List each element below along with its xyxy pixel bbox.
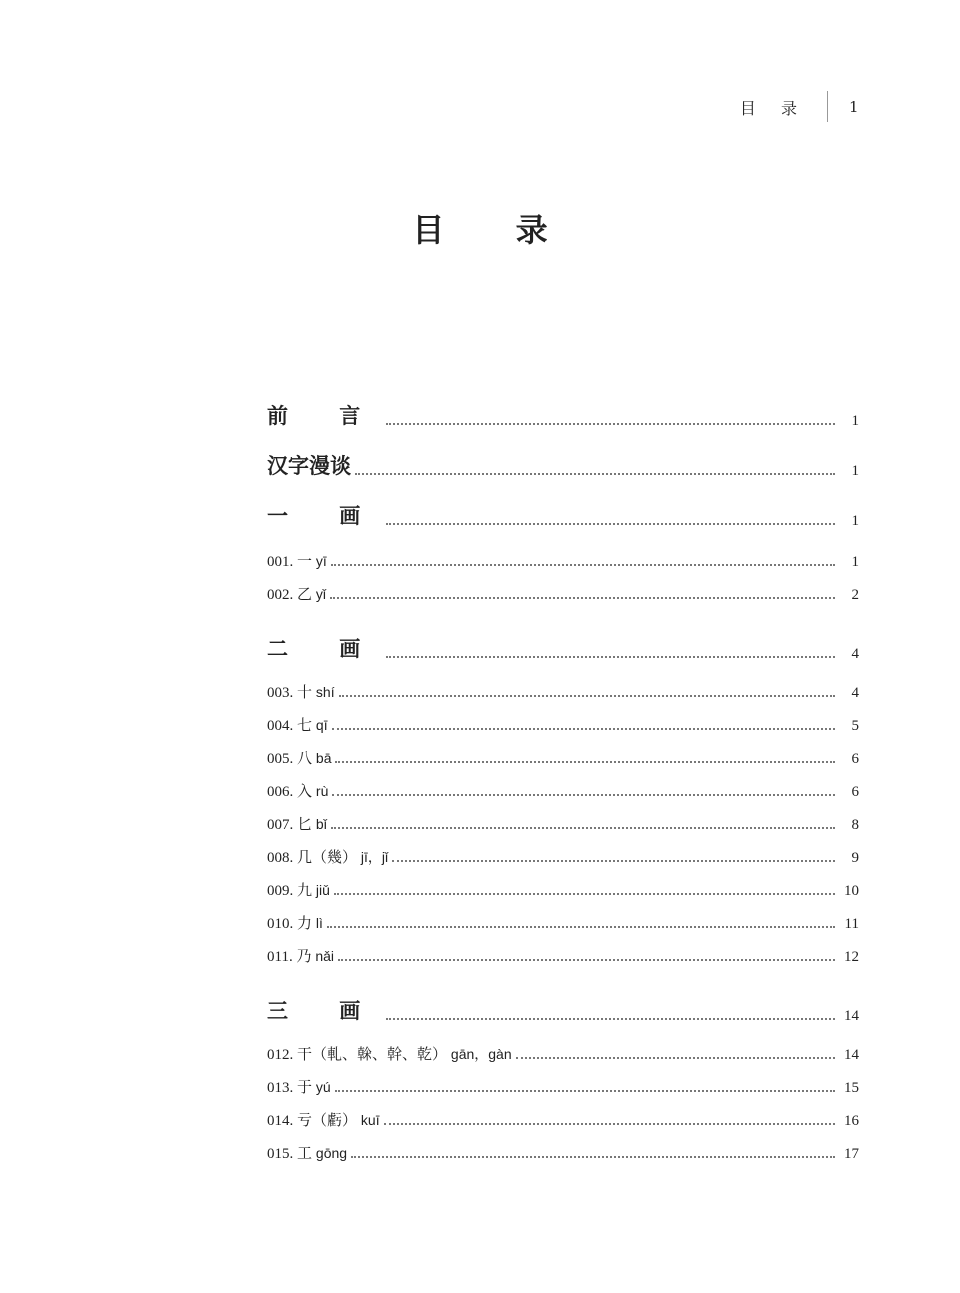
toc-item[interactable]: [267, 879, 859, 900]
toc-page-number: 14: [844, 1008, 859, 1024]
toc-page-number: 17: [844, 1146, 859, 1162]
toc-item-number: 015.: [267, 1146, 294, 1162]
running-header: [0, 94, 960, 126]
toc-item-label: [267, 1076, 331, 1097]
toc-item[interactable]: [267, 1109, 859, 1130]
toc-item-pinyin: qī: [312, 717, 328, 733]
toc-page-number: 1: [851, 463, 859, 479]
toc-item-pinyin: jiǔ: [312, 882, 330, 898]
leader-dots: [386, 655, 835, 658]
toc-item-number: 010.: [267, 916, 294, 932]
toc-item-number: 006.: [267, 784, 294, 800]
toc-item-number: 003.: [267, 685, 294, 701]
toc-item-number: 001.: [267, 554, 294, 570]
toc-page-number: 6: [851, 784, 859, 800]
toc-item-number: 013.: [267, 1080, 294, 1096]
toc-item[interactable]: [267, 846, 859, 867]
toc-item-number: 008.: [267, 850, 294, 866]
toc-item-pinyin: gān，gàn: [447, 1046, 512, 1062]
page-title: 目 录: [412, 211, 578, 249]
leader-dots: [331, 563, 835, 566]
toc-page-number: 14: [844, 1047, 859, 1063]
toc-item-label: [267, 747, 331, 768]
toc-item-pinyin: yú: [312, 1079, 331, 1095]
toc-item-pinyin: jī，jǐ: [357, 849, 389, 865]
toc-page-number: 12: [844, 949, 859, 965]
leader-dots: [330, 596, 835, 599]
toc-item[interactable]: [267, 780, 859, 801]
toc-item-character: 工: [293, 1146, 313, 1162]
toc-item-label: [267, 780, 328, 801]
toc-item-number: 014.: [267, 1113, 294, 1129]
toc-page-number: 2: [851, 587, 859, 603]
toc-item-label: [267, 550, 327, 571]
leader-dots: [355, 472, 835, 475]
toc-item[interactable]: [267, 583, 859, 604]
toc-item[interactable]: [267, 1076, 859, 1097]
toc-item-pinyin: bā: [312, 750, 332, 766]
toc-item[interactable]: [267, 813, 859, 834]
toc-item-character: 一: [293, 554, 313, 570]
toc-item-character: 匕: [293, 817, 313, 833]
toc-item-number: 011.: [267, 949, 293, 965]
toc-item-pinyin: lì: [312, 915, 323, 931]
leader-dots: [335, 760, 835, 763]
leader-dots: [331, 826, 835, 829]
toc-item-label: [267, 912, 323, 933]
toc-item-pinyin: bǐ: [312, 816, 327, 832]
toc-item-label: [267, 1109, 380, 1130]
leader-dots: [384, 1122, 835, 1125]
toc-page-number: 16: [844, 1113, 859, 1129]
toc-page-number: 15: [844, 1080, 859, 1096]
toc-page-number: 4: [851, 646, 859, 662]
toc-item-label: [267, 1043, 512, 1064]
toc-item[interactable]: [267, 550, 859, 571]
toc-section[interactable]: [267, 450, 859, 480]
toc-item-number: 005.: [267, 751, 294, 767]
toc-item-label: [267, 681, 335, 702]
toc-item-character: 于: [293, 1080, 313, 1096]
leader-dots: [386, 522, 835, 525]
toc-section-title: 前 言: [267, 403, 383, 428]
leader-dots: [339, 694, 835, 697]
toc-item-label: [267, 945, 334, 966]
toc-item-number: 004.: [267, 718, 294, 734]
toc-item-number: 007.: [267, 817, 294, 833]
toc-section-title: 三 画: [267, 998, 383, 1023]
header-divider: [827, 91, 828, 122]
leader-dots: [332, 727, 835, 730]
toc-item-character: 入: [293, 784, 313, 800]
toc-item-pinyin: nǎi: [311, 948, 335, 964]
toc-item-character: 乃: [292, 949, 312, 965]
toc-item-label: [267, 583, 326, 604]
toc-item-label: [267, 846, 388, 867]
header-page-number: 1: [849, 98, 859, 116]
toc-section-title: 一 画: [267, 503, 383, 528]
toc-item-character: 乙: [293, 587, 313, 603]
toc-page-number: 1: [851, 513, 859, 529]
leader-dots: [338, 958, 835, 961]
toc-item-pinyin: gōng: [312, 1145, 348, 1161]
toc-section[interactable]: [267, 400, 859, 430]
toc-item[interactable]: [267, 714, 859, 735]
toc-item-character: 八: [293, 751, 313, 767]
leader-dots: [334, 892, 835, 895]
toc-page-number: 8: [851, 817, 859, 833]
toc-item-character: 几（幾）: [293, 850, 358, 866]
toc-item-label: [267, 714, 328, 735]
header-title: 目 录: [739, 99, 807, 118]
toc-item-character: 力: [293, 916, 313, 932]
toc-item-pinyin: yī: [312, 553, 327, 569]
toc-item-pinyin: rù: [312, 783, 329, 799]
toc-item-pinyin: shí: [312, 684, 335, 700]
leader-dots: [386, 1017, 835, 1020]
toc-page-number: 11: [844, 916, 859, 932]
toc-item-character: 七: [293, 718, 313, 734]
toc-item-pinyin: kuī: [357, 1112, 380, 1128]
toc-item-label: [267, 1142, 347, 1163]
toc-section-title: 汉字漫谈: [267, 453, 351, 478]
toc-item-character: 九: [293, 883, 313, 899]
toc-page-number: 1: [851, 413, 859, 429]
leader-dots: [327, 925, 835, 928]
toc-item-label: [267, 813, 327, 834]
leader-dots: [392, 859, 835, 862]
leader-dots: [516, 1056, 835, 1059]
leader-dots: [332, 793, 835, 796]
toc-item[interactable]: [267, 945, 859, 966]
toc-item-number: 012.: [267, 1047, 294, 1063]
toc-item-character: 亏（虧）: [293, 1113, 358, 1129]
toc-item[interactable]: [267, 681, 859, 702]
toc-section[interactable]: [267, 633, 859, 663]
toc-item[interactable]: [267, 1043, 859, 1064]
toc-page-number: 4: [851, 685, 859, 701]
toc-item-pinyin: yǐ: [312, 586, 327, 602]
toc-item-label: [267, 879, 330, 900]
toc-section[interactable]: [267, 500, 859, 530]
toc-page-number: 10: [844, 883, 859, 899]
toc-page-number: 9: [851, 850, 859, 866]
toc-page-number: 5: [851, 718, 859, 734]
toc-section[interactable]: [267, 995, 859, 1025]
leader-dots: [351, 1155, 835, 1158]
toc-item-number: 009.: [267, 883, 294, 899]
toc-item[interactable]: [267, 1142, 859, 1163]
toc-item-character: 十: [293, 685, 313, 701]
toc-item-number: 002.: [267, 587, 294, 603]
leader-dots: [386, 422, 835, 425]
toc-page-number: 6: [851, 751, 859, 767]
toc-section-title: 二 画: [267, 636, 383, 661]
toc-page-number: 1: [851, 554, 859, 570]
toc-item[interactable]: [267, 912, 859, 933]
toc-item[interactable]: [267, 747, 859, 768]
toc-item-character: 干（軋、榦、幹、乾）: [293, 1047, 448, 1063]
leader-dots: [335, 1089, 835, 1092]
